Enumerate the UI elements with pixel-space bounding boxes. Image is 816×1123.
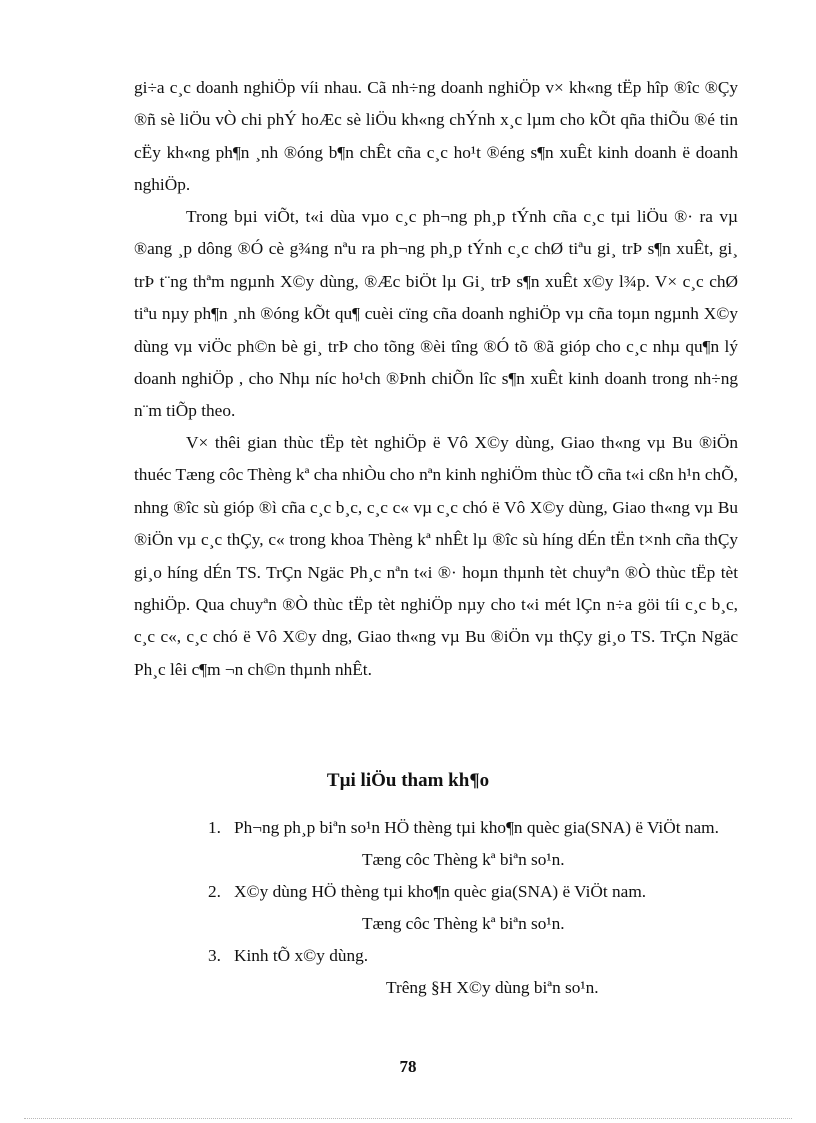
reference-number: 3. (208, 946, 221, 965)
body-paragraph-3: V× thêi gian thùc tËp tèt nghiÖp ë Vô X©y dùng, Giao th«ng vµ Bu ®iÖn thuéc Tæng côc Thèng kª cha nhiÒu cho nªn kinh nghiÖm thùc tÕ cña t«i cßn h¹n chÕ, nhng ®îc sù gióp ®ì cña c¸c b¸c, c¸c c« vµ c¸c chó ë Vô X©y dùng, Giao th«ng vµ Bu ®iÖn vµ c¸c thÇy, c« trong khoa Thèng kª nhÊt lµ ®îc sù híng dÉn tËn t×nh cña thÇy gi¸o híng dÉn TS. TrÇn Ngäc Ph¸c nªn t«i ®· hoµn thµnh tèt chuyªn ®Ò thùc tËp tèt nghiÖp. Qua chuyªn ®Ò thùc tËp tèt nghiÖp nµy cho t«i mét lÇn n÷a göi tíi c¸c b¸c, c¸c c«, c¸c chó ë Vô X©y dng, Giao th«ng vµ Bu ®iÖn vµ thÇy gi¸o TS. TrÇn Ngäc Ph¸c lêi c¶m ¬n ch©n thµnh nhÊt. (134, 433, 738, 679)
body-paragraph-2: Trong bµi viÕt, t«i dùa vµo c¸c ph¬ng ph¸p tÝnh cña c¸c tµi liÖu ®· ra vµ ®ang ¸p dông ®Ó cè g¾ng nªu ra ph¬ng ph¸p tÝnh c¸c chØ tiªu gi¸ trÞ s¶n xuÊt, gi¸ trÞ t¨ng thªm ngµnh X©y dùng, ®Æc biÖt lµ Gi¸ trÞ s¶n xuÊt x©y l¾p. V× c¸c chØ tiªu nµy ph¶n ¸nh ®óng kÕt qu¶ cuèi cïng cña doanh nghiÖp vµ cña toµn ngµnh X©y dùng vµ viÖc ph©n bè gi¸ trÞ cho tõng ®èi tîng ®Ó tõ ®ã gióp cho c¸c nhµ qu¶n lý doanh nghiÖp , cho Nhµ níc ho¹ch ®Þnh chiÕn lîc s¶n xuÊt kinh doanh trong nh÷ng n¨m tiÕp theo. (134, 207, 738, 421)
reference-author: Tæng côc Thèng kª biªn so¹n. (362, 850, 565, 869)
reference-item (0, 812, 816, 876)
page-number: 78 (399, 1057, 417, 1076)
body-paragraph-1: gi÷a c¸c doanh nghiÖp víi nhau. Cã nh÷ng doanh nghiÖp v× kh«ng tËp hîp ®îc ®Çy ®ñ sè liÖu vÒ chi phÝ hoÆc sè liÖu kh«ng chÝnh x¸c lµm cho kÕt qña thiÕu ®é tin cËy kh«ng ph¶n ¸nh ®óng b¶n chÊt cña c¸c ho¹t ®éng s¶n xuÊt kinh doanh ë doanh nghiÖp. (134, 78, 738, 195)
reference-title: Ph¬ng ph¸p biªn so¹n HÖ thèng tµi kho¶n quèc gia(SNA) ë ViÖt nam. (234, 818, 719, 837)
reference-author: Tæng côc Thèng kª biªn so¹n. (362, 914, 565, 933)
reference-title: Kinh tÕ x©y dùng. (234, 946, 369, 965)
reference-list (0, 812, 816, 1004)
reference-item (0, 940, 816, 1004)
reference-number: 1. (208, 818, 221, 837)
reference-item (0, 876, 816, 940)
references-heading: Tµi liÖu tham kh¶o (326, 770, 490, 791)
reference-number: 2. (208, 882, 221, 901)
reference-author: Trêng §H X©y dùng biªn so¹n. (386, 978, 599, 997)
page-bottom-divider (24, 1118, 792, 1119)
reference-title: X©y dùng HÖ thèng tµi kho¶n quèc gia(SNA) ë ViÖt nam. (234, 882, 647, 901)
